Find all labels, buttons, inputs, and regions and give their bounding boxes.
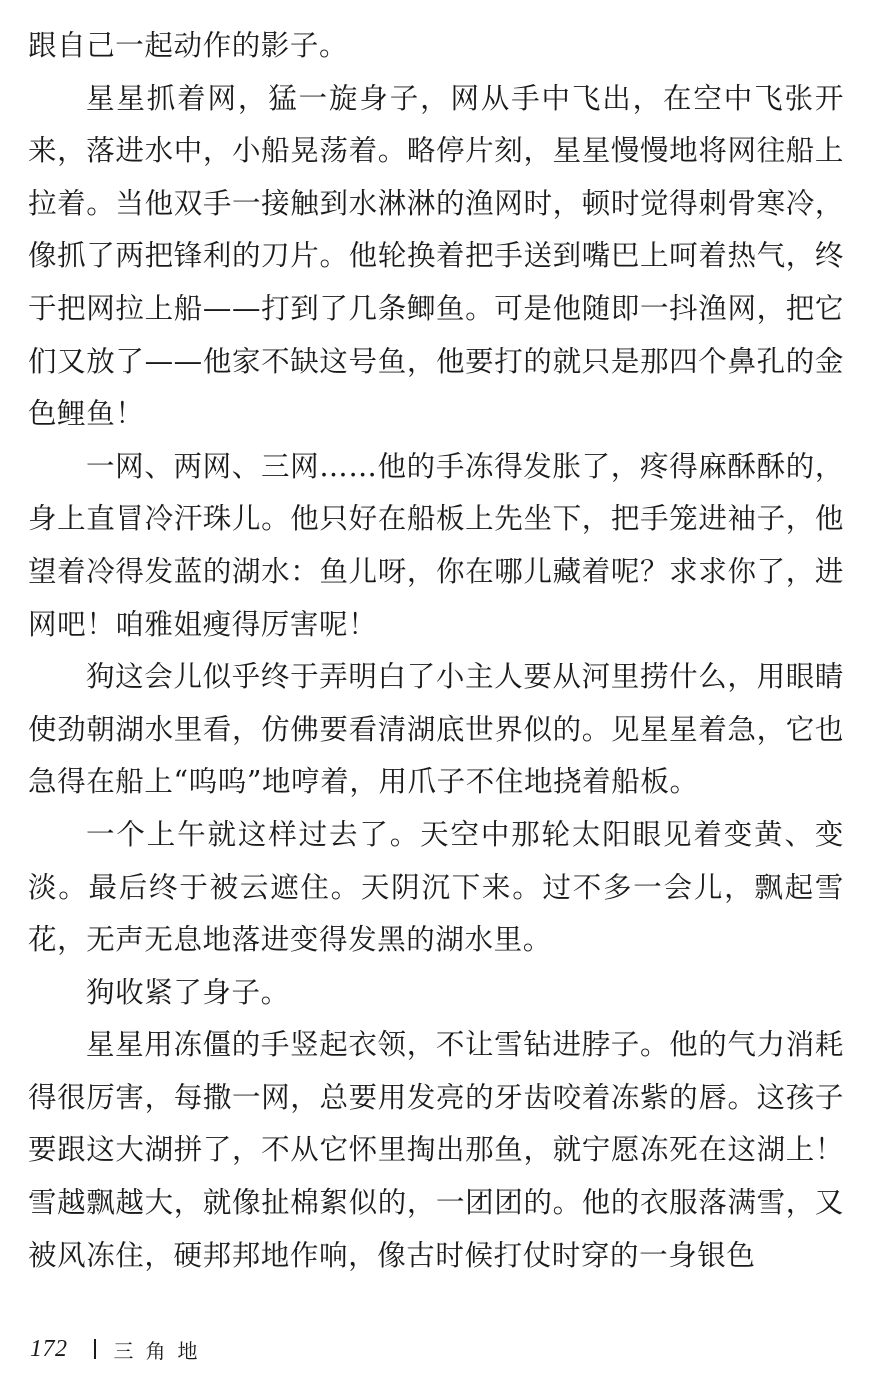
paragraph-frozen-hands: 一网、两网、三网……他的手冻得发胀了，疼得麻酥酥的，身上直冒冷汗珠儿。他只好在船板上先坐下，把手笼进袖子，他望着冷得发蓝的湖水：鱼儿呀，你在哪儿藏着呢？求求你了，进网吧！咱雅姐瘦得厉害呢！: [28, 449, 844, 641]
running-title: 三角地: [113, 1338, 210, 1363]
paragraph-dog-huddles: 狗收紧了身子。: [86, 975, 290, 1009]
paragraph-snowfall: 一个上午就这样过去了。天空中那轮太阳眼见着变黄、变淡。最后终于被云遮住。天阴沉下来。过不多一会儿，飘起雪花，无声无息地落进变得发黑的湖水里。: [28, 817, 844, 957]
paragraph-dog-watching: 狗这会儿似乎终于弄明白了小主人要从河里捞什么，用眼睛使劲朝湖水里看，仿佛要看清湖底世界似的。见星星着急，它也急得在船上“呜呜”地哼着，用爪子不住地挠着船板。: [28, 660, 844, 799]
footer-divider: [94, 1339, 96, 1359]
page-body: [28, 20, 844, 1282]
page-number: 172: [30, 1335, 68, 1362]
paragraph-casting-net: 星星抓着网，猛一旋身子，网从手中飞出，在空中飞张开来，落进水中，小船晃荡着。略停片刻，星星慢慢地将网往船上拉着。当他双手一接触到水淋淋的渔网时，顿时觉得刺骨寒冷，像抓了两把锋利的刀片。他轮换着把手送到嘴巴上呵着热气，终于把网拉上船——打到了几条鲫鱼。可是他随即一抖渔网，把它们又放了——他家不缺这号鱼，他要打的就只是那四个鼻孔的金色鲤鱼！: [28, 81, 844, 431]
paragraph-struggle: 星星用冻僵的手竖起衣领，不让雪钻进脖子。他的气力消耗得很厉害，每撒一网，总要用发亮的牙齿咬着冻紫的唇。这孩子要跟这大湖拼了，不从它怀里掏出那鱼，就宁愿冻死在这湖上！雪越飘越大，就像扯棉絮似的，一团团的。他的衣服落满雪，又被风冻住，硬邦邦地作响，像古时候打仗时穿的一身银色: [28, 1028, 844, 1272]
page-footer: [30, 1334, 210, 1364]
paragraph-continuation: 跟自己一起动作的影子。: [28, 29, 349, 62]
